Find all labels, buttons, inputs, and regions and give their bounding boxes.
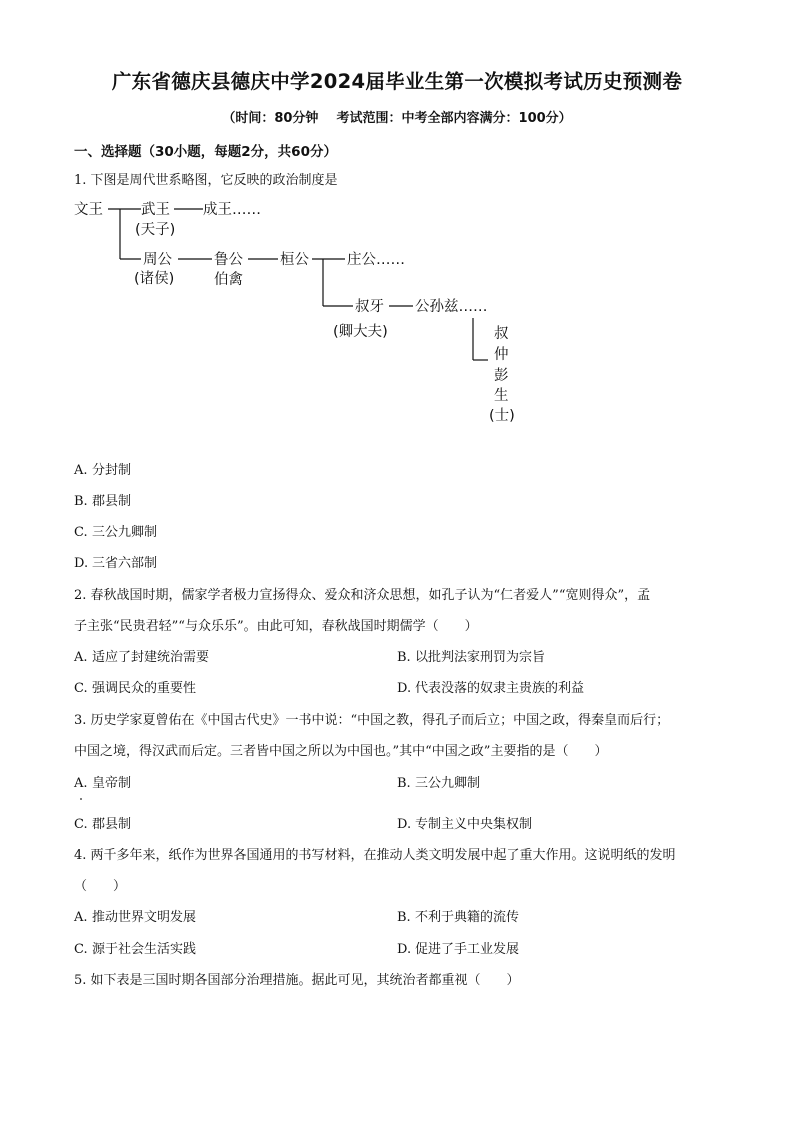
option-letter: A. — [74, 776, 88, 791]
q4-option-c — [74, 940, 196, 960]
option-text: 源于社会生活实践 — [92, 942, 197, 957]
q2-option-b — [397, 648, 545, 668]
option-text: 代表没落的奴隶主贵族的利益 — [415, 681, 585, 696]
option-text: 强调民众的重要性 — [92, 681, 197, 696]
q4-option-b — [397, 908, 519, 928]
question-2-stem-line-1: 2. 春秋战国时期，儒家学者极力宣扬得众、爱众和济众思想，如孔子认为“仁者爱人”“宽则得众”，孟 — [74, 588, 651, 603]
exam-info: （时间：80分钟 考试范围：中考全部内容满分：100分） — [222, 111, 572, 126]
option-letter: B. — [397, 910, 411, 925]
option-letter: C. — [74, 525, 88, 540]
node-wenwang: 文王 — [74, 202, 103, 218]
node-shuya: 叔牙 — [355, 299, 384, 315]
option-text: 郡县制 — [92, 494, 132, 509]
question-4-stem-line-2: （ ） — [74, 879, 127, 894]
section-heading: 一、选择题（30小题，每题2分，共60分） — [74, 144, 337, 160]
option-letter: C. — [74, 817, 88, 832]
q3-option-a — [74, 774, 131, 794]
node-boqin: 伯禽 — [214, 272, 243, 288]
option-letter: B. — [74, 494, 88, 509]
q1-option-a — [74, 461, 131, 481]
option-letter: A. — [74, 463, 88, 478]
option-text: 分封制 — [92, 463, 132, 478]
node-zhougong: 周公 — [143, 252, 172, 268]
q1-option-d — [74, 554, 157, 574]
question-2-stem-line-2: 子主张“民贵君轻”“与众乐乐”。由此可知，春秋战国时期儒学（ ） — [74, 619, 478, 634]
option-text: 皇帝制 — [92, 776, 132, 791]
q4-option-d — [397, 940, 519, 960]
q2-option-d — [397, 679, 584, 699]
option-letter: C. — [74, 942, 88, 957]
option-text: 推动世界文明发展 — [92, 910, 197, 925]
q4-option-a — [74, 908, 196, 928]
node-zhuanggong: 庄公…… — [347, 252, 405, 268]
q3-option-b — [397, 774, 480, 794]
label-shi: (士) — [489, 408, 515, 424]
option-text: 郡县制 — [92, 817, 132, 832]
label-qingdafu: (卿大夫) — [333, 324, 388, 340]
zhou-lineage-diagram — [0, 0, 794, 440]
option-letter: D. — [397, 817, 412, 832]
option-letter: C. — [74, 681, 88, 696]
node-wuwang: 武王 — [141, 202, 170, 218]
question-3-stem-line-2: 中国之境，得汉武而后定。三者皆中国之所以为中国也。”其中“中国之政”主要指的是（ ） — [74, 744, 608, 759]
node-shi-char-4: 生 — [494, 388, 509, 404]
option-letter: B. — [397, 776, 411, 791]
option-letter: A. — [74, 650, 88, 665]
question-3-stem-line-1: 3. 历史学家夏曾佑在《中国古代史》一书中说：“中国之教，得孔子而后立；中国之政，得秦皇而后行； — [74, 713, 670, 728]
q1-option-c — [74, 523, 157, 543]
node-shi-char-3: 彭 — [494, 368, 509, 384]
option-letter: B. — [397, 650, 411, 665]
option-text: 三公九卿制 — [92, 525, 158, 540]
node-chengwang: 成王…… — [203, 202, 261, 218]
question-1-stem: 1. 下图是周代世系略图，它反映的政治制度是 — [74, 173, 338, 188]
option-text: 三公九卿制 — [415, 776, 481, 791]
q3-option-c — [74, 815, 131, 835]
q2-option-a — [74, 648, 209, 668]
stray-mark — [80, 798, 82, 800]
option-letter: A. — [74, 910, 88, 925]
option-text: 促进了手工业发展 — [415, 942, 520, 957]
node-huangong: 桓公 — [280, 252, 309, 268]
node-gongsunzi: 公孙兹…… — [415, 299, 488, 315]
option-text: 不利于典籍的流传 — [415, 910, 520, 925]
page-title: 广东省德庆县德庆中学2024届毕业生第一次模拟考试历史预测卷 — [111, 70, 683, 93]
option-text: 专制主义中央集权制 — [415, 817, 533, 832]
q2-option-c — [74, 679, 196, 699]
node-shi-char-2: 仲 — [494, 347, 509, 363]
question-5-stem: 5. 如下表是三国时期各国部分治理措施。据此可见，其统治者都重视（ ） — [74, 973, 520, 988]
node-shi-char-1: 叔 — [494, 326, 509, 342]
option-text: 以批判法家刑罚为宗旨 — [415, 650, 546, 665]
q3-option-d — [397, 815, 532, 835]
question-4-stem-line-1: 4. 两千多年来，纸作为世界各国通用的书写材料，在推动人类文明发展中起了重大作用。这说明纸的发明 — [74, 848, 676, 863]
q1-option-b — [74, 492, 131, 512]
option-text: 适应了封建统治需要 — [92, 650, 210, 665]
node-lugong: 鲁公 — [214, 252, 243, 268]
option-letter: D. — [74, 556, 89, 571]
option-letter: D. — [397, 942, 412, 957]
option-text: 三省六部制 — [92, 556, 158, 571]
option-letter: D. — [397, 681, 412, 696]
label-tianzi: (天子) — [135, 222, 176, 238]
label-zhuhou: (诸侯) — [134, 271, 175, 287]
